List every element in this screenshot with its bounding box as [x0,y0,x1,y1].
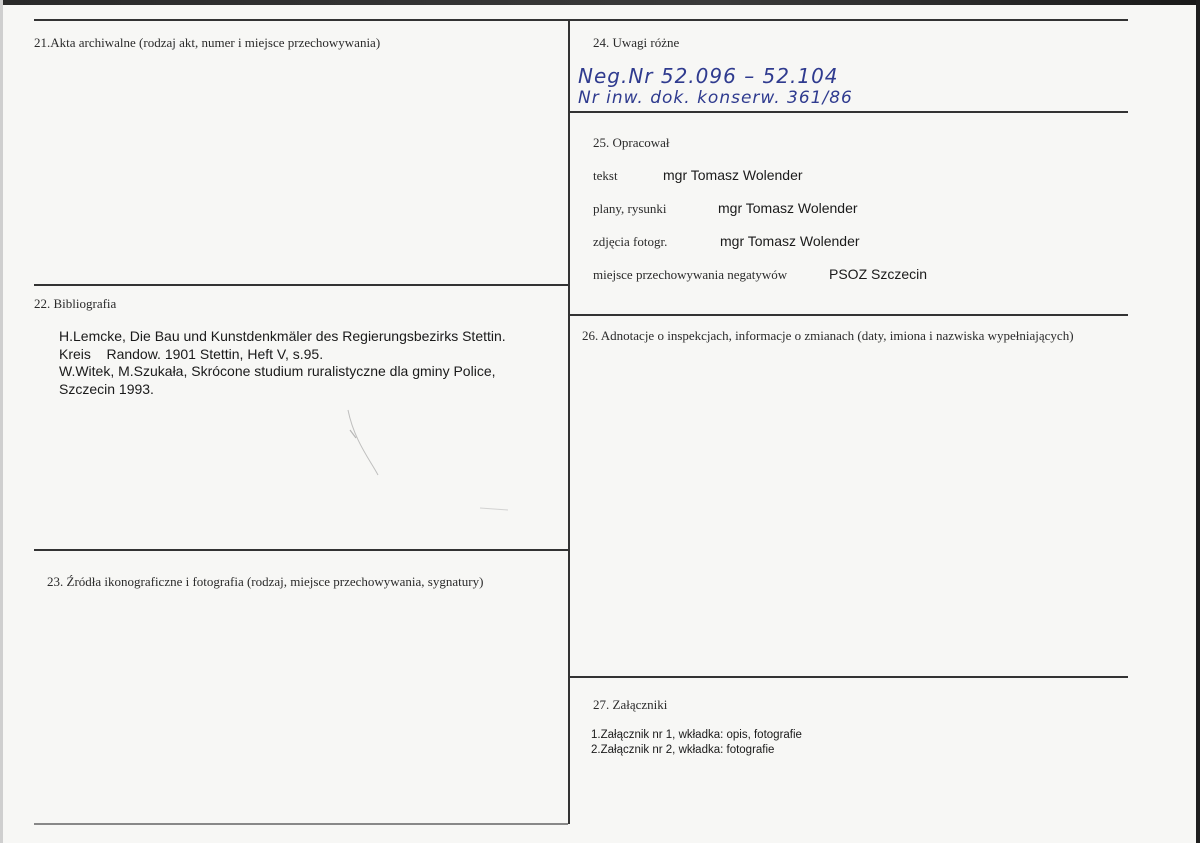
scan-right-edge [1196,0,1200,843]
attachment-item: 1.Załącznik nr 1, wkładka: opis, fotografie [591,729,802,741]
bottom-rule-left [34,823,568,825]
author-text-key: tekst [593,168,618,183]
section-25-label: 25. Opracował [593,135,670,150]
author-photos-value: mgr Tomasz Wolender [720,233,860,249]
author-photos-key: zdjęcia fotogr. [593,234,668,249]
author-plans-value: mgr Tomasz Wolender [718,200,858,216]
rule-24-25 [568,111,1128,113]
rule-22-23 [34,549,568,551]
attachment-item: 2.Załącznik nr 2, wkładka: fotografie [591,744,775,756]
pencil-marks [330,400,530,520]
scan-left-edge [0,0,3,843]
negatives-location-key: miejsce przechowywania negatywów [593,267,788,282]
bibliography-line: W.Witek, M.Szukała, Skrócone studium ruralistyczne dla gminy Police, [59,363,496,379]
author-text-value: mgr Tomasz Wolender [663,167,803,183]
bibliography-text [59,328,529,398]
section-24-label: 24. Uwagi różne [593,35,680,50]
section-27-label: 27. Załączniki [593,697,668,712]
handwritten-inventory-number: Nr inw. dok. konserw. 361/86 [578,88,853,108]
section-23-label: 23. Źródła ikonograficzne i fotografia (rodzaj, miejsce przechowywania, sygnatury) [47,574,484,589]
rule-26-27 [568,676,1128,678]
section-22-label: 22. Bibliografia [34,296,117,311]
bibliography-line: Kreis Randow. 1901 Stettin, Heft V, s.95. [59,345,324,362]
bibliography-line: H.Lemcke, Die Bau und Kunstdenkmäler des Regierungsbezirks Stettin. [59,328,506,344]
bibliography-line: Szczecin 1993. [59,380,154,397]
section-26-label: 26. Adnotacje o inspekcjach, informacje o zmianach (daty, imiona i nazwiska wypełniających) [582,328,1074,343]
negatives-location-value: PSOZ Szczecin [829,266,928,282]
handwritten-negative-numbers: Neg.Nr 52.096 – 52.104 [578,64,839,88]
author-plans-key: plany, rysunki [593,201,667,216]
top-rule [34,19,1128,21]
scan-top-edge [0,0,1200,5]
rule-25-26 [568,314,1128,316]
center-divider [568,19,570,824]
section-21-label: 21.Akta archiwalne (rodzaj akt, numer i miejsce przechowywania) [34,35,381,50]
rule-21-22 [34,284,568,286]
